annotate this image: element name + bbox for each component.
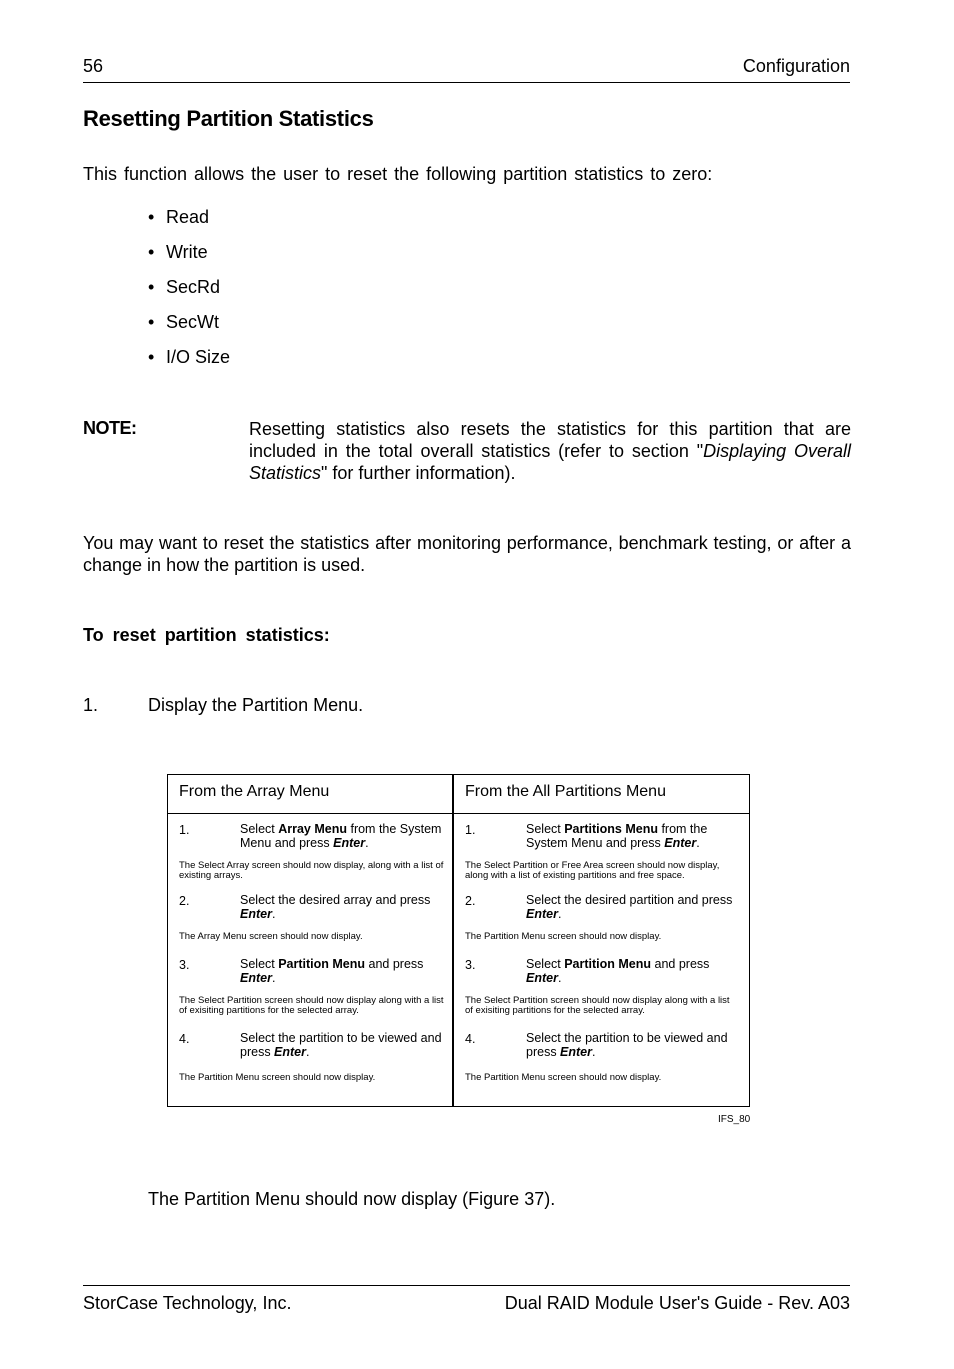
step-instruction	[240, 894, 455, 921]
step-number: 1.	[465, 823, 476, 837]
step-result-note: The Select Partition screen should now display along with a list of exisiting partitions for the selected array.	[465, 995, 730, 1016]
instruction-text: .	[557, 970, 562, 985]
menu-name: Partitions Menu	[564, 822, 658, 836]
key-name: Enter	[333, 835, 366, 850]
key-name: Enter	[560, 1044, 592, 1059]
page-title: Resetting Partition Statistics	[83, 106, 374, 131]
result-text: The Partition Menu should now display (Figure 37).	[148, 1189, 556, 1209]
instruction-text: from the System Menu and press	[526, 822, 708, 850]
instruction-text: Select	[526, 957, 565, 971]
list-item: • SecWt	[148, 311, 230, 346]
section-reference: Displaying Overall Statistics	[249, 441, 851, 483]
step-instruction	[526, 958, 741, 985]
footer-rule	[83, 1285, 850, 1286]
instruction-text: and press	[365, 957, 424, 971]
partitions-menu-column	[454, 775, 750, 1106]
column-title: From the Array Menu	[179, 783, 330, 800]
column-title: From the All Partitions Menu	[465, 783, 666, 800]
step-result-note: The Array Menu screen should now display.	[179, 931, 363, 942]
note-label: NOTE:	[83, 418, 137, 438]
step-number: 4.	[465, 1032, 476, 1046]
intro-paragraph: This function allows the user to reset the following partition statistics to zero:	[83, 164, 713, 184]
instruction-text: .	[592, 1044, 596, 1059]
menu-name: Partition Menu	[278, 957, 366, 971]
menu-name: Array Menu	[278, 822, 347, 836]
key-name: Enter	[274, 1044, 306, 1059]
instruction-text: Select	[240, 822, 279, 836]
list-item: • SecRd	[148, 276, 230, 311]
instruction-text: Select	[240, 957, 279, 971]
key-name: Enter	[664, 835, 697, 850]
step-result-note: The Select Partition screen should now display along with a list of exisiting partitions for the selected array.	[179, 995, 444, 1016]
step-number: 3.	[465, 958, 476, 972]
key-name: Enter	[240, 906, 272, 921]
step-instruction	[240, 823, 455, 850]
menu-path-figure	[167, 774, 750, 1107]
step-instruction	[240, 1032, 455, 1059]
instruction-text: Select the partition to be viewed and press	[240, 1031, 442, 1059]
header-rule	[83, 82, 850, 83]
footer-company: StorCase Technology, Inc.	[83, 1293, 292, 1313]
step-instruction	[526, 823, 741, 850]
instruction-text: .	[271, 906, 276, 921]
key-name: Enter	[526, 906, 558, 921]
step-result-note: The Partition Menu screen should now display.	[179, 1072, 376, 1083]
step-text: Display the Partition Menu.	[148, 695, 364, 715]
step-number: 1.	[83, 695, 99, 715]
section-title: Configuration	[742, 56, 850, 76]
footer-document: Dual RAID Module User's Guide - Rev. A03	[504, 1293, 850, 1313]
step-number: 1.	[179, 823, 190, 837]
key-name: Enter	[240, 970, 272, 985]
procedure-heading: To reset partition statistics:	[83, 625, 330, 645]
array-menu-column	[168, 775, 454, 1106]
list-item: • Read	[148, 206, 230, 241]
instruction-text: .	[365, 835, 369, 850]
step-result-note: The Partition Menu screen should now display.	[465, 931, 662, 942]
instruction-text: and press	[651, 957, 710, 971]
step-number: 2.	[179, 894, 190, 908]
instruction-text: .	[557, 906, 562, 921]
instruction-text: from the System Menu and press	[240, 822, 442, 850]
step-result-note: The Select Partition or Free Area screen should now display, along with a list of existing partitions and free space.	[465, 860, 720, 881]
instruction-text: Select the desired array and press	[240, 893, 431, 907]
step-result-note: The Select Array screen should now display, along with a list of existing arrays.	[179, 860, 444, 881]
page-number: 56	[83, 56, 104, 76]
figure-id: IFS_80	[718, 1114, 751, 1125]
step-instruction	[240, 958, 455, 985]
reset-paragraph: You may want to reset the statistics after monitoring performance, benchmark testing, or after a change in how the partition is used.	[83, 533, 851, 575]
instruction-text: .	[271, 970, 276, 985]
list-item: • Write	[148, 241, 230, 276]
step-instruction	[526, 1032, 741, 1059]
statistics-list	[148, 206, 230, 381]
key-name: Enter	[526, 970, 558, 985]
instruction-text: Select the desired partition and press	[526, 893, 733, 907]
instruction-text: .	[696, 835, 700, 850]
step-result-note: The Partition Menu screen should now display.	[465, 1072, 662, 1083]
step-number: 4.	[179, 1032, 190, 1046]
menu-name: Partition Menu	[564, 957, 652, 971]
step-number: 2.	[465, 894, 476, 908]
step-number: 3.	[179, 958, 190, 972]
instruction-text: .	[306, 1044, 310, 1059]
instruction-text: Select	[526, 822, 565, 836]
instruction-text: Select the partition to be viewed and press	[526, 1031, 728, 1059]
step-instruction	[526, 894, 741, 921]
list-item: • I/O Size	[148, 346, 230, 381]
note-text: Resetting statistics also resets the statistics for this partition that are included in the total overall statistics (refer to section "Displaying Overall Statistics" for further information).	[249, 419, 851, 483]
